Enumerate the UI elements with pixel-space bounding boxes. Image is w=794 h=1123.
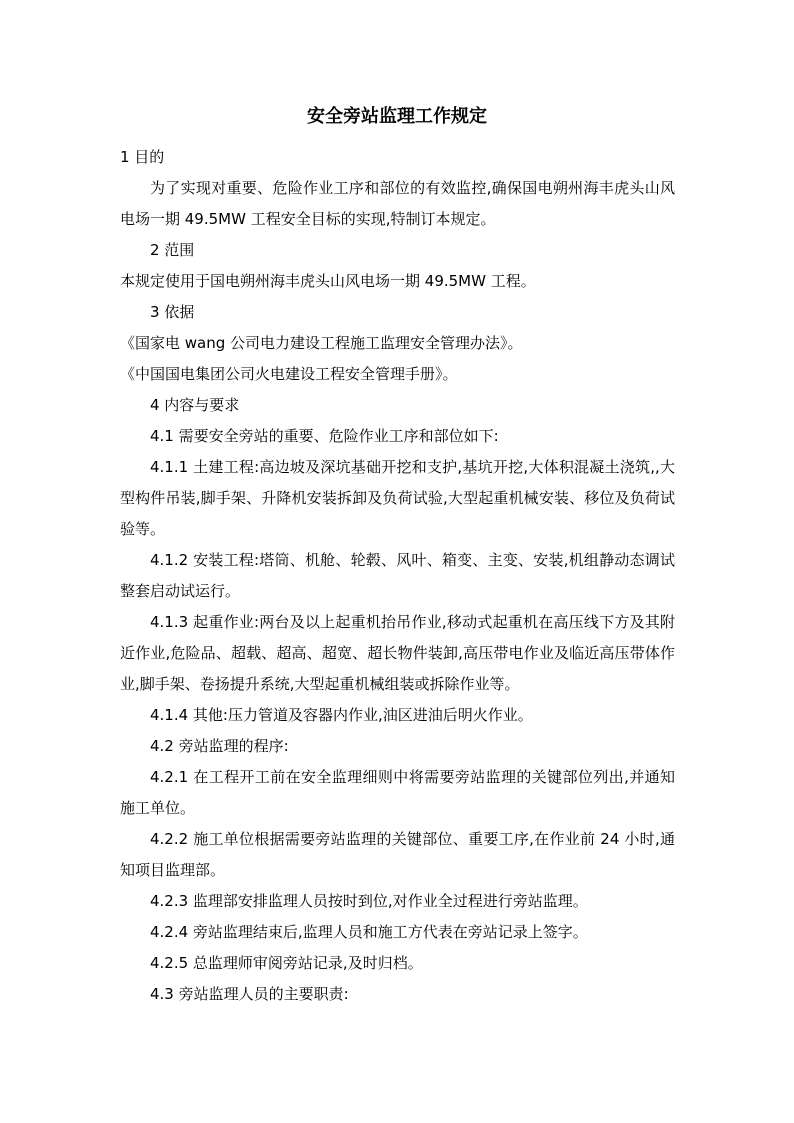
clause-4-2-5: 4.2.5 总监理师审阅旁站记录,及时归档。 [150, 954, 423, 972]
section-2-heading: 2 范围 [150, 241, 195, 259]
section-4-heading: 4 内容与要求 [150, 396, 240, 414]
clause-4-2-3: 4.2.3 监理部安排监理人员按时到位,对作业全过程进行旁站监理。 [150, 892, 588, 910]
clause-4-2-2: 4.2.2 施工单位根据需要旁站监理的关键部位、重要工序,在作业前 24 小时,通知项目监理部。 [120, 830, 675, 879]
clause-4-2-1: 4.2.1 在工程开工前在安全监理细则中将需要旁站监理的关键部位列出,并通知施工单位。 [120, 768, 675, 817]
clause-4-1-3: 4.1.3 起重作业:两台及以上起重机抬吊作业,移动式起重机在高压线下方及其附近作业,危险品、超载、超高、超宽、超长物件装卸,高压带电作业及临近高压带体作业,脚手架、卷扬提升系统,大型起重机械组装或拆除作业等。 [120, 613, 675, 693]
clause-4-2: 4.2 旁站监理的程序: [150, 737, 289, 755]
section-3-heading: 3 依据 [150, 303, 195, 321]
clause-4-2-4: 4.2.4 旁站监理结束后,监理人员和施工方代表在旁站记录上签字。 [150, 923, 588, 941]
clause-4-1-2: 4.1.2 安装工程:塔筒、机舱、轮毂、风叶、箱变、主变、安装,机组静动态调试整套启动试运行。 [120, 551, 675, 600]
section-1-text: 为了实现对重要、危险作业工序和部位的有效监控,确保国电朔州海丰虎头山风电场一期 49.5MW 工程安全目标的实现,特制订本规定。 [120, 179, 675, 228]
reference-1: 《国家电 wang 公司电力建设工程施工监理安全管理办法》。 [120, 334, 523, 352]
reference-2: 《中国国电集团公司火电建设工程安全管理手册》。 [120, 365, 458, 383]
section-1-heading: 1 目的 [120, 148, 165, 166]
clause-4-1-1: 4.1.1 土建工程:高边坡及深坑基础开挖和支护,基坑开挖,大体积混凝土浇筑,,大型构件吊装,脚手架、升降机安装拆卸及负荷试验,大型起重机械安装、移位及负荷试验等。 [120, 458, 675, 538]
clause-4-1-4: 4.1.4 其他:压力管道及容器内作业,油区进油后明火作业。 [150, 706, 533, 724]
document-title: 安全旁站监理工作规定 [307, 106, 487, 127]
clause-4-1: 4.1 需要安全旁站的重要、危险作业工序和部位如下: [150, 427, 499, 445]
section-2-text: 本规定使用于国电朔州海丰虎头山风电场一期 49.5MW 工程。 [120, 272, 536, 290]
clause-4-3: 4.3 旁站监理人员的主要职责: [150, 985, 349, 1003]
